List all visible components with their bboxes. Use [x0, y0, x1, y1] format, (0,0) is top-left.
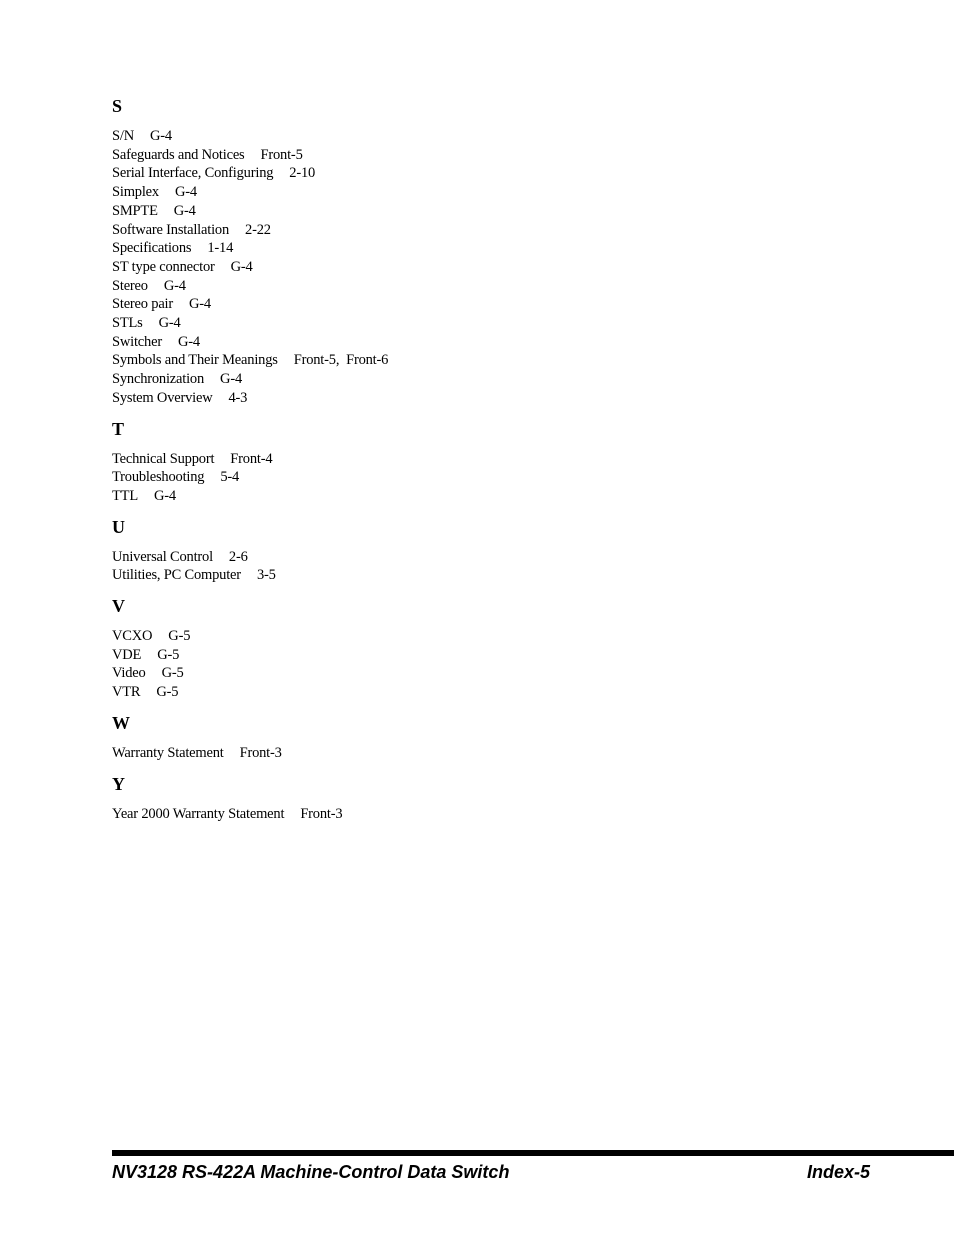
entry-term: Utilities, PC Computer — [112, 567, 241, 584]
entry-term: VCXO — [112, 628, 153, 645]
index-entry — [112, 277, 388, 296]
entry-list — [112, 450, 388, 506]
page-reference[interactable]: G-5 — [157, 646, 180, 663]
page-reference[interactable]: G-4 — [173, 202, 196, 219]
entry-page-refs — [300, 806, 342, 822]
entry-page-refs — [220, 469, 239, 485]
entry-term: STLs — [112, 315, 143, 332]
entry-term: VDE — [112, 646, 142, 663]
entry-term: Technical Support — [112, 450, 215, 467]
index-entry — [112, 646, 388, 665]
page-reference[interactable]: G-4 — [177, 333, 200, 350]
index-section-y — [112, 774, 388, 824]
entry-page-refs — [174, 203, 196, 219]
entry-page-refs — [189, 296, 211, 312]
index-entry — [112, 450, 388, 469]
page-reference[interactable]: 2-10 — [289, 165, 316, 182]
entry-page-refs — [294, 352, 389, 368]
entry-term: Year 2000 Warranty Statement — [112, 805, 285, 822]
entry-list — [112, 627, 388, 702]
section-letter: T — [112, 418, 125, 439]
section-letter: Y — [112, 773, 125, 794]
index-entry — [112, 221, 388, 240]
entry-term: Safeguards and Notices — [112, 146, 245, 163]
page-reference[interactable]: G-4 — [220, 371, 242, 388]
entry-term: Specifications — [112, 240, 192, 257]
section-letter: U — [112, 516, 125, 537]
page-reference[interactable]: G-5 — [168, 628, 191, 645]
entry-term: Symbols and Their Meanings — [112, 352, 278, 369]
entry-page-refs — [164, 278, 186, 294]
page-reference[interactable]: , Front-6 — [336, 352, 388, 368]
entry-page-refs — [257, 567, 276, 583]
index-entry — [112, 627, 388, 646]
index-entry — [112, 487, 388, 506]
entry-term: VTR — [112, 684, 141, 701]
entry-term: Video — [112, 665, 146, 682]
entry-page-refs — [240, 745, 282, 761]
page-reference[interactable]: 1-14 — [207, 240, 234, 257]
page-reference[interactable]: G-5 — [161, 665, 184, 682]
index-entry — [112, 566, 388, 585]
entry-list — [112, 744, 388, 763]
entry-page-refs — [154, 488, 176, 504]
page-reference[interactable]: G-5 — [156, 684, 179, 701]
index-entry — [112, 127, 388, 146]
entry-term: Simplex — [112, 184, 159, 201]
page-reference[interactable]: Front-3 — [239, 744, 282, 761]
entry-term: Troubleshooting — [112, 469, 205, 486]
entry-page-refs — [230, 451, 272, 467]
section-letter: V — [112, 596, 125, 617]
footer-page-number: Index-5 — [806, 1162, 870, 1182]
page-reference[interactable]: G-4 — [230, 258, 253, 275]
index-list — [112, 96, 388, 834]
page-reference[interactable]: 3-5 — [256, 567, 276, 584]
page-reference[interactable]: G-4 — [189, 296, 211, 313]
index-entry — [112, 258, 388, 277]
entry-term: S/N — [112, 128, 134, 144]
index-entry — [112, 548, 388, 567]
page-reference[interactable]: G-4 — [158, 315, 181, 332]
entry-list — [112, 127, 388, 408]
entry-term: Synchronization — [112, 371, 205, 388]
index-section-v — [112, 596, 388, 702]
index-entry — [112, 239, 388, 258]
entry-page-refs — [245, 222, 271, 238]
entry-page-refs — [168, 628, 190, 644]
page-reference[interactable]: G-4 — [153, 487, 176, 504]
index-entry — [112, 683, 388, 702]
entry-term: System Overview — [112, 389, 213, 406]
page-reference[interactable]: G-4 — [163, 277, 186, 294]
index-entry — [112, 183, 388, 202]
section-letter: W — [112, 712, 130, 733]
entry-page-refs — [159, 315, 181, 331]
entry-term: Stereo — [112, 277, 148, 294]
page-reference[interactable]: 2-22 — [245, 221, 271, 238]
index-section-t — [112, 419, 388, 506]
entry-page-refs — [231, 259, 253, 275]
page-reference[interactable]: 5-4 — [220, 469, 240, 486]
index-entry — [112, 664, 388, 683]
entry-page-refs — [162, 665, 184, 681]
entry-term: ST type connector — [112, 258, 215, 275]
entry-page-refs — [220, 371, 242, 387]
page-reference[interactable]: Front-5 — [293, 352, 336, 369]
entry-list — [112, 805, 388, 824]
index-entry — [112, 351, 388, 370]
index-entry — [112, 202, 388, 221]
index-entry — [112, 333, 388, 352]
page-reference[interactable]: Front-3 — [300, 805, 343, 822]
entry-term: Serial Interface, Configuring — [112, 165, 274, 182]
entry-page-refs — [156, 684, 178, 700]
entry-page-refs — [229, 390, 248, 406]
index-section-s — [112, 96, 388, 408]
page-reference[interactable]: 4-3 — [228, 389, 248, 406]
entry-term: Software Installation — [112, 221, 230, 238]
footer-document-title: NV3128 RS-422A Machine-Control Data Switch — [112, 1162, 510, 1182]
entry-page-refs — [229, 549, 248, 565]
footer-rule — [112, 1150, 954, 1156]
index-entry — [112, 146, 388, 165]
entry-term: Stereo pair — [112, 296, 174, 313]
entry-term: TTL — [112, 487, 138, 504]
index-entry — [112, 370, 388, 389]
entry-page-refs — [157, 647, 179, 663]
entry-page-refs — [150, 128, 172, 144]
entry-page-refs — [207, 240, 233, 256]
entry-list — [112, 548, 388, 585]
entry-page-refs — [175, 184, 197, 200]
index-entry — [112, 389, 388, 408]
index-section-w — [112, 713, 388, 763]
index-entry — [112, 295, 388, 314]
section-letter: S — [112, 96, 123, 116]
index-entry — [112, 164, 388, 183]
entry-term: Warranty Statement — [112, 744, 224, 761]
entry-term: Switcher — [112, 333, 162, 350]
index-entry — [112, 468, 388, 487]
index-entry — [112, 744, 388, 763]
entry-page-refs — [261, 147, 303, 163]
index-entry — [112, 805, 388, 824]
entry-page-refs — [289, 165, 315, 181]
page-reference[interactable]: G-4 — [174, 184, 197, 201]
page-reference[interactable]: G-4 — [149, 128, 172, 144]
index-entry — [112, 314, 388, 333]
page-reference[interactable]: 2-6 — [228, 548, 248, 565]
index-section-u — [112, 517, 388, 585]
page-reference[interactable]: Front-4 — [230, 450, 273, 467]
entry-term: SMPTE — [112, 202, 158, 219]
entry-term: Universal Control — [112, 548, 213, 565]
page-reference[interactable]: Front-5 — [260, 146, 303, 163]
entry-page-refs — [178, 334, 200, 350]
